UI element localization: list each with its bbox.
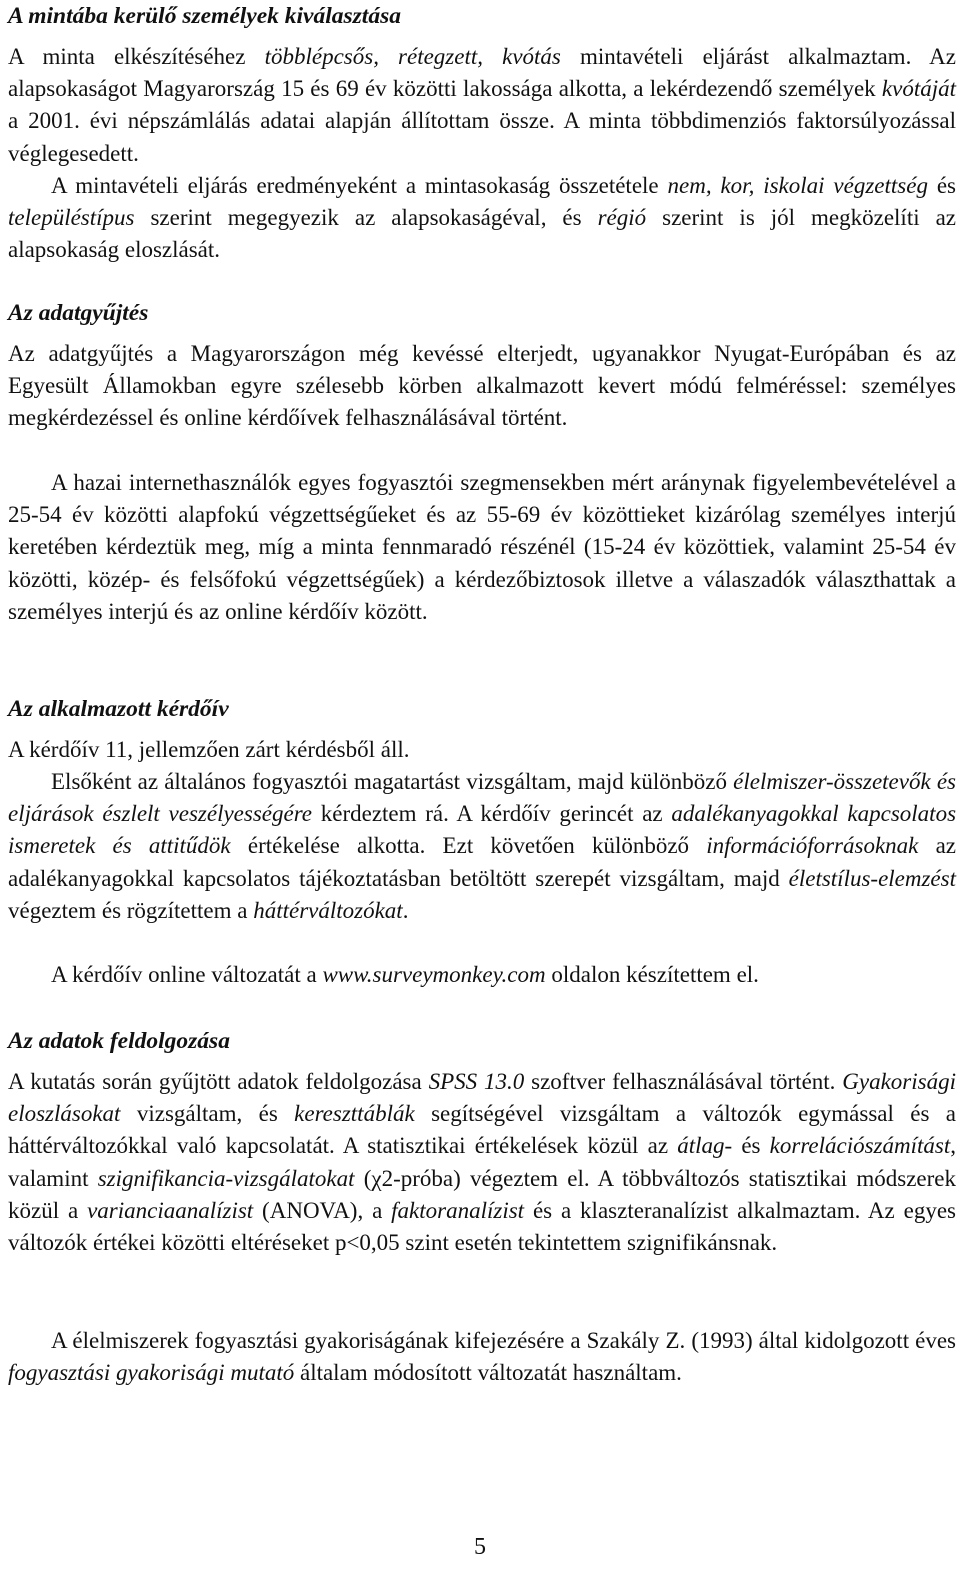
paragraph xyxy=(8,959,956,991)
text-run: és xyxy=(732,1133,770,1159)
text-run: A mintavételi eljárás eredményeként a mintasokaság összetétele xyxy=(51,173,668,198)
section-heading-questionnaire: Az alkalmazott kérdőív xyxy=(8,696,229,722)
italic-text-run: korrelációszámítást xyxy=(769,1133,951,1159)
text-run: (ANOVA), a xyxy=(253,1197,392,1223)
text-run: A hazai internethasználók egyes fogyasztói szegmensekben mért aránynak figyelembevételével a 25-54 év közötti alapfokú végzettségűeket és az 55-69 év közöttieket kizárólag személyes interjú keretében kérdeztük meg, míg a minta fennmaradó részénél (15-24 év közöttiek, valamint 25-54 év közötti, közép- és felsőfokú végzettségűek) a kérdezőbiztosok illetve a válaszadók választhattak a személyes interjú és az online kérdőív között. xyxy=(8,470,956,624)
text-run: A kutatás során gyűjtött adatok feldolgozása xyxy=(8,1069,429,1094)
section-heading-data-collection: Az adatgyűjtés xyxy=(8,300,149,326)
text-run: vizsgáltam, és xyxy=(120,1101,295,1127)
text-run: és xyxy=(927,173,956,198)
italic-text-run: információforrásoknak xyxy=(706,833,919,859)
text-run: Az adatgyűjtés a Magyarországon még kevéssé elterjedt, ugyanakkor Nyugat-Európában és az Egyesült Államokban egyre szélesebb körben alkalmazott kevert módú felméréssel: személyes megkérdezéssel és online kérdőívek felhasználásával történt. xyxy=(8,341,956,431)
text-run: szerint is jól megközelíti az alapsokaság eloszlását. xyxy=(8,205,957,263)
italic-text-run: élelmiszer-összetevők és eljárások észlelt veszélyességére xyxy=(8,769,956,827)
text-run: A élelmiszerek fogyasztási gyakoriságának kifejezésére a Szakály Z. (1993) által kidolgozott éves xyxy=(51,1328,956,1353)
text-run: A kérdőív online változatát a xyxy=(51,962,323,987)
italic-text-run: nem, kor, iskolai végzettség xyxy=(667,173,928,198)
text-run: , valamint xyxy=(8,1133,956,1191)
paragraph xyxy=(8,766,956,927)
section-heading-sample-selection: A mintába kerülő személyek kiválasztása xyxy=(8,3,401,29)
paragraph xyxy=(8,1325,956,1389)
italic-text-run: átlag- xyxy=(677,1133,733,1159)
italic-text-run: varianciaanalízist xyxy=(87,1197,254,1223)
italic-text-run: kvótáját xyxy=(881,76,956,102)
italic-text-run: Gyakorisági eloszlásokat xyxy=(8,1069,956,1127)
paragraph xyxy=(8,170,956,267)
text-run: segítségével vizsgáltam a változók egymással és a háttérváltozókkal való kapcsolatát. A statisztikai értékelések közül az xyxy=(8,1101,957,1159)
text-run: a 2001. évi népszámlálás adatai alapján állítottam össze. A minta többdimenziós faktorsúlyozással véglegesedett. xyxy=(8,108,956,166)
text-run: (χ2-próba) végeztem el. A többváltozós statisztikai módszerek közül a xyxy=(8,1165,957,1223)
text-run: A kérdőív 11, jellemzően zárt kérdésből áll. xyxy=(8,737,410,762)
text-run: A minta elkészítéséhez xyxy=(8,44,265,69)
paragraph xyxy=(8,467,956,628)
italic-text-run: kereszttáblák xyxy=(294,1101,415,1127)
italic-text-run: fogyasztási gyakorisági mutató xyxy=(8,1360,295,1386)
text-run: szoftver felhasználásával történt. xyxy=(524,1069,843,1094)
text-run: kérdeztem rá. A kérdőív gerincét az xyxy=(312,801,672,827)
italic-text-run: többlépcsős, rétegzett, kvótás xyxy=(264,44,561,69)
paragraph xyxy=(8,734,956,766)
paragraph xyxy=(8,41,956,170)
text-run: általam módosított változatát használtam. xyxy=(294,1360,682,1386)
italic-text-run: faktoranalízist xyxy=(391,1197,525,1223)
text-run: értékelése alkotta. Ezt követően különböző xyxy=(230,833,707,859)
section-heading-data-processing: Az adatok feldolgozása xyxy=(8,1028,230,1054)
italic-text-run: szignifikancia-vizsgálatokat xyxy=(97,1165,355,1191)
italic-text-run: www.surveymonkey.com xyxy=(322,962,546,987)
page-number: 5 xyxy=(474,1534,486,1560)
text-run: mintavételi eljárást alkalmaztam. Az alapsokaságot Magyarország 15 és 69 év közötti lakossága alkotta, a lekérdezendő személyek xyxy=(8,44,956,102)
text-run: oldalon készítettem el. xyxy=(545,962,759,987)
paragraph xyxy=(8,1066,956,1259)
text-run: az adalékanyagokkal kapcsolatos tájékoztatásban betöltött szerepét vizsgáltam, majd xyxy=(8,833,957,891)
text-run: és a klaszteranalízist alkalmaztam. Az egyes változók értékei közötti eltéréseket p<0,05 szint esetén tekintettem szignifikánsnak. xyxy=(8,1197,956,1256)
text-run: szerint megegyezik az alapsokaságéval, és xyxy=(134,205,598,231)
text-run: végeztem és rögzítettem a xyxy=(8,897,254,923)
italic-text-run: SPSS 13.0 xyxy=(428,1069,525,1094)
text-run: Elsőként az általános fogyasztói magatartást vizsgáltam, majd különböző xyxy=(51,769,734,794)
italic-text-run: adalékanyagokkal kapcsolatos ismeretek és attitűdök xyxy=(8,801,957,859)
italic-text-run: háttérváltozókat xyxy=(253,897,403,923)
italic-text-run: életstílus-elemzést xyxy=(788,865,956,891)
paragraph xyxy=(8,338,956,435)
italic-text-run: régió xyxy=(597,205,647,231)
text-run: . xyxy=(402,897,409,923)
italic-text-run: településtípus xyxy=(8,205,135,231)
